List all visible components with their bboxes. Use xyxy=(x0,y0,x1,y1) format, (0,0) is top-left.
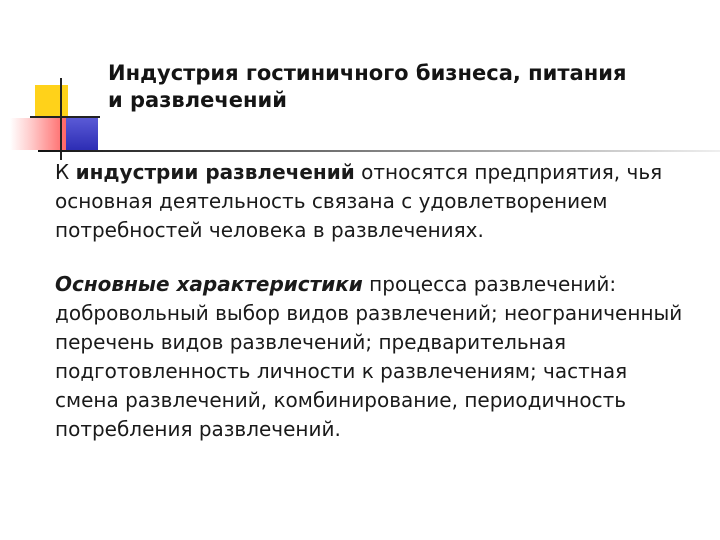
paragraph-2-text: процесса развлечений: добровольный выбор видов развлечений; неограниченный перечень видов развлечений; предварительная подготовленность личности к развлечениям; частная смена развлечений, комбинирование, периодичность потребления развлечений. xyxy=(55,272,683,441)
slide-title-line-1: Индустрия гостиничного бизнеса, питания xyxy=(108,61,627,85)
paragraph-1-text: относятся предприятия, чья основная деятельность связана с удовлетворением потребностей человека в развлечениях. xyxy=(55,160,663,242)
slide-title-line-2: и развлечений xyxy=(108,88,287,112)
blue-square-decoration xyxy=(66,118,98,150)
paragraph-1-bold-term: индустрии развлечений xyxy=(75,160,355,184)
yellow-square-decoration xyxy=(35,85,68,118)
slide-title xyxy=(108,60,688,114)
vertical-line-decoration xyxy=(60,78,62,160)
paragraph-2-bold-italic-term: Основные характеристики xyxy=(55,272,363,296)
paragraph-1-prefix: К xyxy=(55,160,76,184)
short-horizontal-line-decoration xyxy=(30,116,100,118)
red-gradient-square-decoration xyxy=(10,118,66,150)
title-underline-divider xyxy=(38,150,720,152)
paragraph-entertainment-industry xyxy=(55,158,695,245)
paragraph-main-characteristics xyxy=(55,270,695,444)
